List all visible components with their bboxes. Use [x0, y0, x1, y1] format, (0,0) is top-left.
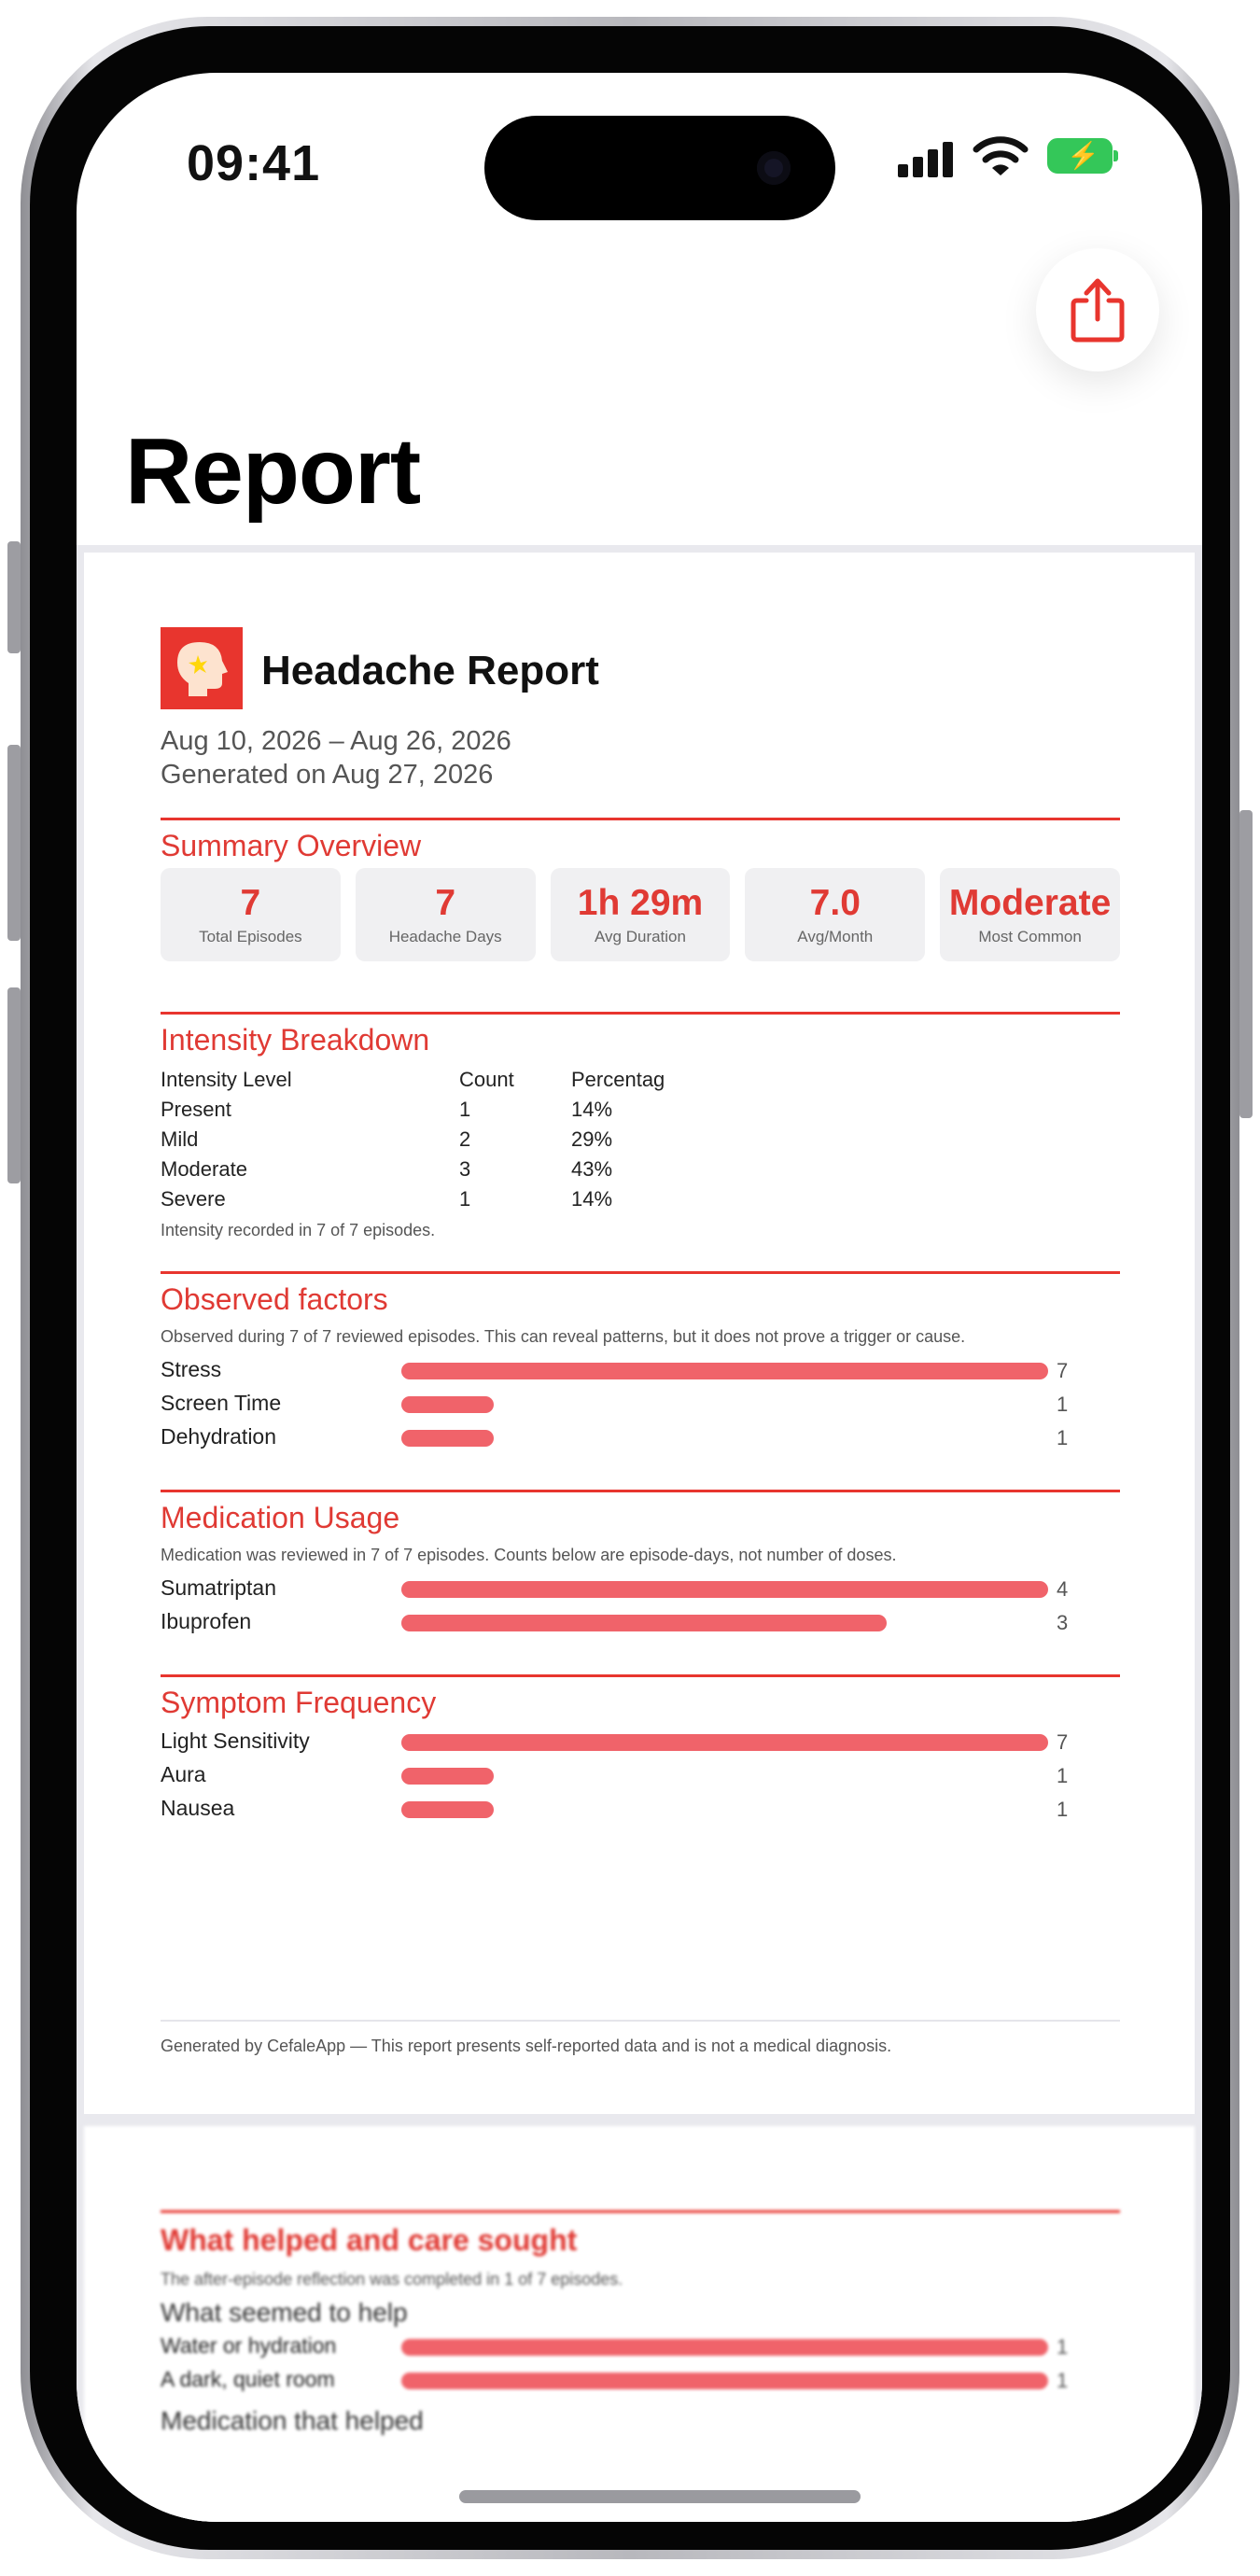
status-bar: [77, 73, 1202, 203]
action-button: [7, 541, 21, 653]
bar-row: [161, 2333, 1120, 2363]
intensity-note: Intensity recorded in 7 of 7 episodes.: [161, 1221, 436, 1239]
factors-title: Observed factors: [161, 1282, 388, 1316]
footer-divider: [161, 2020, 1120, 2022]
section-divider: [161, 818, 1120, 820]
summary-card: [551, 868, 731, 961]
bar-track: [401, 1363, 1048, 1379]
bar-row: [161, 1391, 1120, 1421]
home-indicator[interactable]: [459, 2490, 861, 2503]
card-value: 7: [435, 883, 456, 923]
bar-fill: [401, 1768, 494, 1785]
report-page-2: [84, 2126, 1195, 2522]
bar-count: 7: [1057, 1730, 1069, 1754]
bar-track: [401, 2339, 1048, 2356]
card-label: Most Common: [978, 928, 1082, 945]
table-header-count: Count: [459, 1068, 514, 1091]
summary-card: [356, 868, 536, 961]
row-percentage: 43%: [571, 1157, 613, 1181]
row-level: Present: [161, 1098, 231, 1121]
bar-fill: [401, 2339, 1048, 2356]
bar-track: [401, 1430, 1048, 1447]
report-date-range: Aug 10, 2026 – Aug 26, 2026: [161, 726, 511, 756]
card-label: Headache Days: [388, 928, 502, 945]
bar-count: 3: [1057, 1611, 1069, 1634]
report-title: Headache Report: [261, 648, 599, 693]
row-count: 1: [459, 1187, 471, 1211]
bar-label: Nausea: [161, 1796, 235, 1820]
section-divider: [161, 1674, 1120, 1677]
bar-fill: [401, 1363, 1048, 1379]
report-page-1: [84, 553, 1195, 2114]
card-value: 7: [240, 883, 261, 923]
bar-track: [401, 1615, 1048, 1631]
volume-down-button: [7, 987, 21, 1183]
bar-row: [161, 1424, 1120, 1454]
bar-count: 7: [1057, 1359, 1069, 1382]
battery-icon: [1047, 138, 1113, 174]
table-header-percentage: Percentag: [571, 1068, 665, 1091]
dynamic-island: [484, 116, 835, 220]
bar-row: [161, 2367, 1120, 2397]
row-percentage: 29%: [571, 1127, 613, 1151]
screen: [77, 73, 1202, 2522]
card-value: 1h 29m: [577, 883, 704, 923]
bar-track: [401, 2373, 1048, 2389]
table-row: [161, 1157, 721, 1185]
card-label: Avg/Month: [797, 928, 874, 945]
row-level: Moderate: [161, 1157, 247, 1181]
medication-title: Medication Usage: [161, 1501, 400, 1534]
summary-card: [161, 868, 341, 961]
report-footer: Generated by CefaleApp — This report presents self-reported data and is not a medical diagnosis.: [161, 2037, 892, 2055]
page2-subtitle: What seemed to help: [161, 2298, 408, 2327]
page2-note: The after-episode reflection was completed in 1 of 7 episodes.: [161, 2270, 623, 2289]
bar-count: 1: [1057, 1426, 1069, 1449]
table-header-level: Intensity Level: [161, 1068, 292, 1091]
bar-count: 1: [1057, 1764, 1069, 1787]
phone-frame: [21, 17, 1239, 2559]
row-count: 1: [459, 1098, 471, 1121]
bar-row: [161, 1575, 1120, 1605]
card-label: Avg Duration: [595, 928, 686, 945]
medication-note: Medication was reviewed in 7 of 7 episodes. Counts below are episode-days, not number of doses.: [161, 1546, 897, 1564]
cellular-signal-icon: [898, 140, 958, 177]
bar-fill: [401, 2373, 1048, 2389]
bar-count: 1: [1057, 1393, 1069, 1416]
bar-label: Aura: [161, 1762, 206, 1786]
share-button[interactable]: [1036, 248, 1159, 371]
bar-track: [401, 1581, 1048, 1598]
page2-subtitle2: Medication that helped: [161, 2406, 424, 2435]
bar-count: 1: [1057, 2335, 1069, 2359]
bar-label: Dehydration: [161, 1424, 277, 1449]
head-icon: [161, 627, 243, 709]
section-divider: [161, 2210, 1120, 2213]
summary-cards: [161, 868, 1120, 961]
row-level: Severe: [161, 1187, 226, 1211]
card-value: Moderate: [948, 883, 1112, 923]
summary-card: [940, 868, 1120, 961]
factors-note: Observed during 7 of 7 reviewed episodes. This can reveal patterns, but it does not prove a trigger or cause.: [161, 1327, 966, 1346]
section-divider: [161, 1271, 1120, 1274]
power-button: [1239, 810, 1253, 1118]
bar-track: [401, 1734, 1048, 1751]
row-percentage: 14%: [571, 1098, 613, 1121]
table-row: [161, 1187, 721, 1215]
page-title: Report: [125, 419, 421, 524]
page2-title: What helped and care sought: [161, 2223, 578, 2257]
bar-label: Stress: [161, 1357, 222, 1381]
table-row: [161, 1127, 721, 1155]
bar-row: [161, 1357, 1120, 1387]
row-count: 3: [459, 1157, 471, 1181]
bar-fill: [401, 1801, 494, 1818]
wifi-icon: [973, 134, 1029, 179]
report-generated-date: Generated on Aug 27, 2026: [161, 760, 494, 790]
bar-label: Light Sensitivity: [161, 1729, 310, 1753]
status-time: 09:41: [187, 135, 321, 191]
bar-track: [401, 1768, 1048, 1785]
bar-fill: [401, 1615, 887, 1631]
bar-row: [161, 1796, 1120, 1826]
table-row: [161, 1098, 721, 1126]
bar-row: [161, 1609, 1120, 1639]
bar-label: Ibuprofen: [161, 1609, 252, 1633]
share-icon: [1070, 276, 1126, 343]
intensity-title: Intensity Breakdown: [161, 1023, 430, 1057]
section-divider: [161, 1012, 1120, 1015]
bar-count: 4: [1057, 1577, 1069, 1601]
bar-row: [161, 1729, 1120, 1758]
bar-fill: [401, 1396, 494, 1413]
row-level: Mild: [161, 1127, 199, 1151]
bar-count: 1: [1057, 2369, 1069, 2392]
bar-track: [401, 1801, 1048, 1818]
summary-title: Summary Overview: [161, 829, 422, 862]
row-count: 2: [459, 1127, 471, 1151]
volume-up-button: [7, 745, 21, 941]
bar-label: Sumatriptan: [161, 1575, 277, 1600]
row-percentage: 14%: [571, 1187, 613, 1211]
charging-bolt-icon: ⚡: [1067, 141, 1099, 170]
card-label: Total Episodes: [199, 928, 302, 945]
bezel: [30, 26, 1230, 2550]
bar-fill: [401, 1430, 494, 1447]
symptoms-title: Symptom Frequency: [161, 1686, 437, 1719]
bar-label: Water or hydration: [161, 2333, 337, 2358]
bar-fill: [401, 1581, 1048, 1598]
section-divider: [161, 1490, 1120, 1492]
card-value: 7.0: [809, 883, 861, 923]
bar-label: A dark, quiet room: [161, 2367, 335, 2391]
summary-card: [745, 868, 925, 961]
bar-count: 1: [1057, 1798, 1069, 1821]
app-logo: [161, 627, 243, 709]
bar-track: [401, 1396, 1048, 1413]
bar-label: Screen Time: [161, 1391, 282, 1415]
intensity-table-header: [161, 1068, 721, 1096]
camera-icon: [757, 151, 791, 185]
bar-row: [161, 1762, 1120, 1792]
bar-fill: [401, 1734, 1048, 1751]
